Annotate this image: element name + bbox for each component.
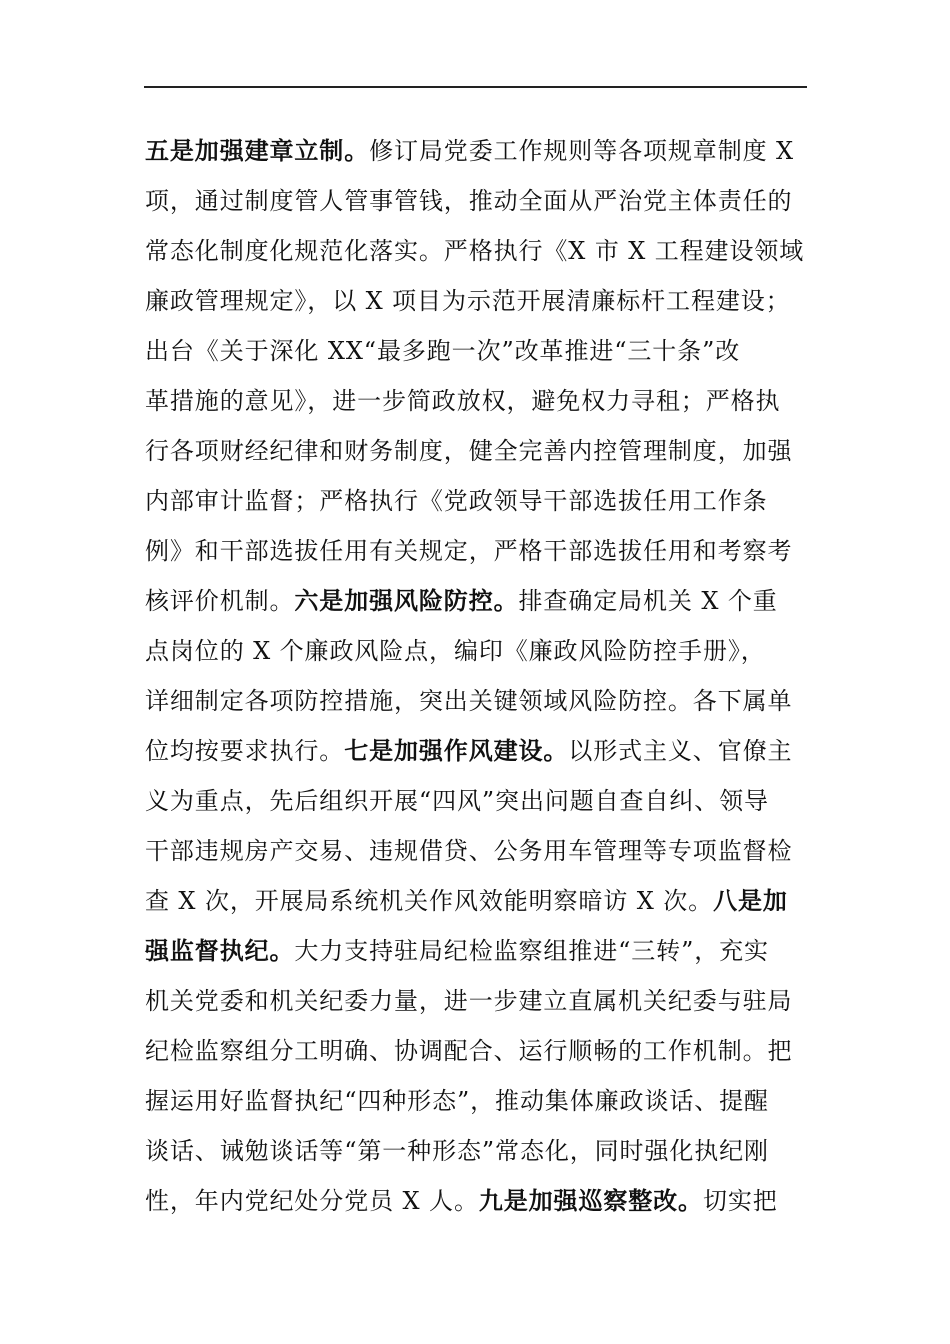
text-run: 点岗位的 X 个廉政风险点，编印《廉政风险防控手册》， [145, 637, 766, 665]
text-line [145, 326, 817, 376]
bold-heading-run: 六是加强风险防控。 [294, 586, 519, 615]
text-run: 修订局党委工作规则等各项规章制度 X [369, 137, 795, 165]
bold-heading-run: 五是加强建章立制。 [145, 136, 370, 165]
text-run: 握运用好监督执纪“四种形态”，推动集体廉政谈话、提醒 [145, 1087, 769, 1115]
text-line [145, 176, 817, 226]
text-line [145, 826, 817, 876]
text-run: 义为重点，先后组织开展“四风”突出问题自查自纠、领导 [145, 787, 769, 815]
bold-heading-run: 八是加 [713, 886, 788, 915]
text-line [145, 976, 817, 1026]
text-run: 革措施的意见》，进一步简政放权，避免权力寻租；严格执 [145, 387, 781, 415]
text-run: 廉政管理规定》，以 X 项目为示范开展清廉标杆工程建设； [145, 287, 791, 315]
text-line [145, 126, 817, 176]
text-line [145, 226, 817, 276]
text-run: 性，年内党纪处分党员 X 人。 [145, 1187, 479, 1215]
text-run: 查 X 次，开展局系统机关作风效能明察暗访 X 次。 [145, 887, 714, 915]
text-line [145, 376, 817, 426]
text-run: 排查确定局机关 X 个重 [518, 587, 778, 615]
text-run: 内部审计监督；严格执行《党政领导干部选拔任用工作条 [145, 487, 768, 515]
text-run: 以形式主义、官僚主 [568, 737, 793, 765]
text-line [145, 1026, 817, 1076]
text-line [145, 576, 817, 626]
text-run: 例》和干部选拔任用有关规定，严格干部选拔任用和考察考 [145, 537, 793, 565]
text-run: 位均按要求执行。 [145, 737, 345, 765]
text-run: 行各项财经纪律和财务制度，健全完善内控管理制度，加强 [145, 437, 793, 465]
text-run: 干部违规房产交易、违规借贷、公务用车管理等专项监督检 [145, 837, 793, 865]
text-line [145, 276, 817, 326]
text-run: 出台《关于深化 XX“最多跑一次”改革推进“三十条”改 [145, 337, 741, 365]
text-line [145, 526, 817, 576]
text-line [145, 676, 817, 726]
text-line [145, 776, 817, 826]
text-line [145, 1076, 817, 1126]
bold-heading-run: 强监督执纪。 [145, 936, 295, 965]
text-line [145, 726, 817, 776]
text-line [145, 626, 817, 676]
text-line [145, 1126, 817, 1176]
text-line [145, 1176, 817, 1226]
text-line [145, 926, 817, 976]
text-line [145, 876, 817, 926]
text-run: 大力支持驻局纪检监察组推进“三转”，充实 [294, 937, 769, 965]
text-run: 核评价机制。 [145, 587, 295, 615]
text-run: 切实把 [702, 1187, 778, 1215]
text-run: 谈话、诫勉谈话等“第一种形态”常态化，同时强化执纪刚 [145, 1137, 769, 1165]
bold-heading-run: 九是加强巡察整改。 [478, 1186, 703, 1215]
text-run: 详细制定各项防控措施，突出关键领域风险防控。各下属单 [145, 687, 793, 715]
header-rule [144, 86, 807, 88]
text-run: 纪检监察组分工明确、协调配合、运行顺畅的工作机制。把 [145, 1037, 793, 1065]
document-body [145, 126, 817, 1226]
bold-heading-run: 七是加强作风建设。 [344, 736, 569, 765]
text-line [145, 476, 817, 526]
text-run: 常态化制度化规范化落实。严格执行《X 市 X 工程建设领域 [145, 237, 805, 265]
text-line [145, 426, 817, 476]
text-run: 项，通过制度管人管事管钱，推动全面从严治党主体责任的 [145, 187, 793, 215]
text-run: 机关党委和机关纪委力量，进一步建立直属机关纪委与驻局 [145, 987, 793, 1015]
